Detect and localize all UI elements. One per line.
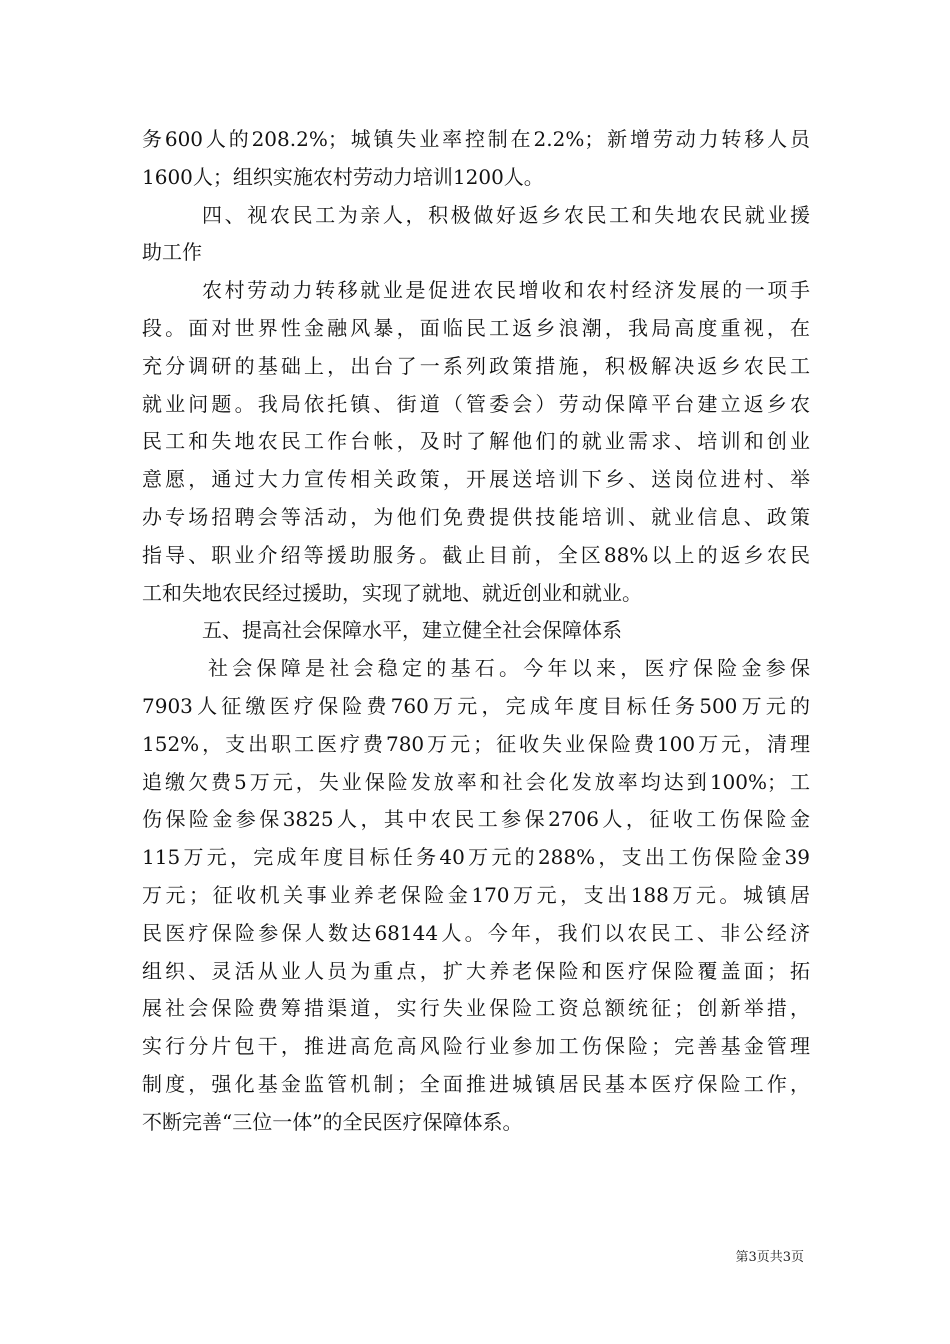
document-body	[142, 121, 810, 1142]
text-line: 务600人的208.2%；城镇失业率控制在2.2%；新增劳动力转移人员	[142, 127, 810, 151]
text-line: 万元；征收机关事业养老保险金170万元，支出188万元。城镇居	[142, 882, 810, 907]
text-line: 工和失地农民经过援助，实现了就地、就近创业和就业。	[142, 580, 642, 605]
text-line: 追缴欠费5万元，失业保险发放率和社会化发放率均达到100%；工	[142, 769, 810, 794]
page-number: 第3页共3页	[735, 1250, 804, 1265]
text-line: 组织、灵活从业人员为重点，扩大养老保险和医疗保险覆盖面；拓	[142, 958, 810, 983]
text-line: 7903人征缴医疗保险费760万元，完成年度目标任务500万元的	[142, 693, 810, 718]
text-line: 指导、职业介绍等援助服务。截止目前，全区88%以上的返乡农民	[142, 542, 810, 567]
text-line: 社会保障是社会稳定的基石。今年以来，医疗保险金参保	[208, 656, 810, 681]
text-line: 115万元，完成年度目标任务40万元的288%，支出工伤保险金39	[142, 845, 810, 870]
section-heading-4-continued: 助工作	[142, 240, 202, 265]
section-heading-5: 五、提高社会保障水平，建立健全社会保障体系	[202, 618, 622, 643]
text-line: 办专场招聘会等活动，为他们免费提供技能培训、就业信息、政策	[142, 504, 810, 529]
text-line: 就业问题。我局依托镇、街道（管委会）劳动保障平台建立返乡农	[142, 391, 810, 416]
text-line: 152%，支出职工医疗费780万元；征收失业保险费100万元，清理	[142, 731, 810, 756]
text-line: 农村劳动力转移就业是促进农民增收和农村经济发展的一项手	[202, 278, 810, 303]
text-line: 段。面对世界性金融风暴，面临民工返乡浪潮，我局高度重视，在	[142, 315, 810, 340]
text-line: 制度，强化基金监管机制；全面推进城镇居民基本医疗保险工作，	[142, 1071, 810, 1096]
text-line: 伤保险金参保3825人，其中农民工参保2706人，征收工伤保险金	[142, 807, 810, 832]
text-line: 民医疗保险参保人数达68144人。今年，我们以农民工、非公经济	[142, 920, 810, 945]
text-line: 展社会保险费筹措渠道，实行失业保险工资总额统征；创新举措，	[142, 996, 810, 1021]
text-line: 实行分片包干，推进高危高风险行业参加工伤保险；完善基金管理	[142, 1034, 810, 1059]
section-heading-4: 四、视农民工为亲人，积极做好返乡农民工和失地农民就业援	[202, 202, 810, 227]
text-line: 1600人；组织实施农村劳动力培训1200人。	[142, 164, 544, 189]
text-line: 民工和失地农民工作台帐，及时了解他们的就业需求、培训和创业	[142, 429, 810, 454]
text-line: 充分调研的基础上，出台了一系列政策措施，积极解决返乡农民工	[142, 353, 810, 378]
text-line: 意愿，通过大力宣传相关政策，开展送培训下乡、送岗位进村、举	[142, 467, 810, 492]
text-line: 不断完善“三位一体”的全民医疗保障体系。	[142, 1109, 523, 1134]
